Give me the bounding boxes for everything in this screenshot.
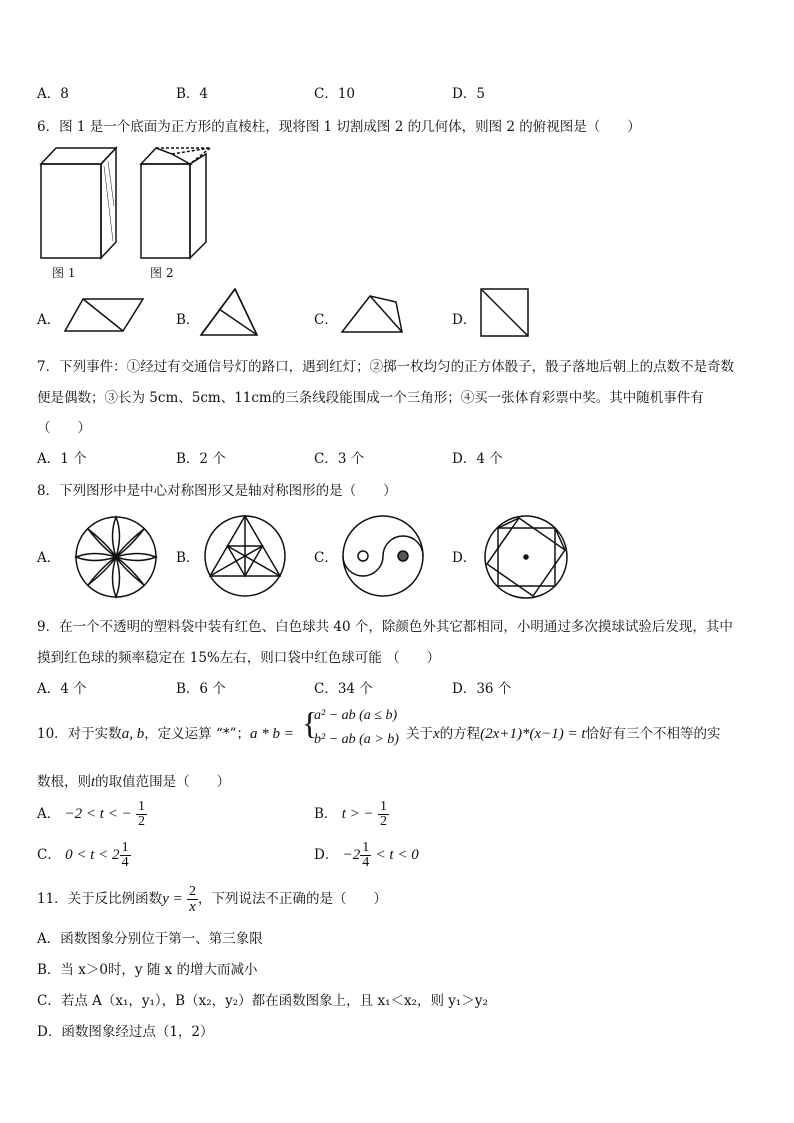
- q10-option-a: [37, 800, 147, 829]
- q10-prefix: 10．对于实数: [37, 726, 122, 742]
- q11-den: x: [189, 899, 196, 915]
- q7-line-2: 便是偶数；③长为 5cm、5cm、11cm的三条线段能围成一个三角形；④买一张体育彩票中奖。其中随机事件有: [37, 390, 704, 406]
- q8-option-d-figure: [483, 514, 569, 600]
- q10-option-d-fraction: [360, 841, 371, 870]
- q7-option-b: B．2 个: [176, 451, 226, 467]
- q7-option-c: C．3 个: [314, 451, 365, 467]
- q5-option-c: C．10: [314, 86, 356, 102]
- q6-option-d: D．: [452, 312, 477, 328]
- q11-fraction: [187, 885, 198, 914]
- q9-line-2: 摸到红色球的频率稳定在 15%左右，则口袋中红色球可能 （ ）: [37, 650, 441, 666]
- q5-option-a: A．8: [37, 86, 69, 102]
- q10-option-c-label: C．: [37, 847, 61, 863]
- q8-stem: 8．下列图形中是中心对称图形又是轴对称图形的是（ ）: [37, 483, 397, 499]
- q10-rel: 关于: [406, 726, 433, 742]
- q10-tail: 恰好有三个不相等的实: [585, 726, 721, 742]
- q10-option-d: [314, 841, 419, 870]
- q10-t: t: [91, 774, 96, 790]
- q10-line-2: [37, 770, 230, 791]
- q10-line-1: [37, 722, 294, 743]
- q6-figure-1: [38, 146, 118, 262]
- q8-option-c: C．: [314, 550, 338, 566]
- q10-option-a-label: A．: [37, 806, 61, 822]
- q6-stem: 6．图 1 是一个底面为正方形的直棱柱，现将图 1 切割成图 2 的几何体，则图 2 的俯视图是（ ）: [37, 119, 641, 135]
- q9-option-c: C．34 个: [314, 681, 373, 697]
- q10-option-b: [314, 800, 389, 829]
- q10-option-b-fraction: [378, 800, 389, 829]
- q10-option-b-den: 2: [379, 814, 387, 829]
- q10-option-c-fraction: [120, 841, 131, 870]
- q10-line2a: 数根，则: [37, 774, 91, 790]
- q10-x: x: [433, 726, 440, 742]
- q8-option-c-figure: [341, 514, 425, 598]
- q10-option-a-den: 2: [138, 814, 145, 829]
- q10-option-c-den: 4: [121, 855, 129, 870]
- q6-figure-2-label: 图 2: [150, 266, 174, 280]
- q6-option-b: B．: [176, 312, 200, 328]
- q10-option-b-expr: t > −: [341, 806, 374, 822]
- q6-option-d-figure: [480, 288, 530, 338]
- q10-option-a-expr: −2 < t < −: [64, 806, 132, 822]
- q11-option-b: B．当 x＞0时，y 随 x 的增大而减小: [37, 962, 258, 978]
- q6-option-b-figure: [199, 287, 261, 339]
- q10-equation: (2x+1)*(x−1) = t: [480, 726, 586, 742]
- q9-option-b: B．6 个: [176, 681, 226, 697]
- q10-eq-prefix: 的方程: [439, 726, 481, 742]
- q10-case-2: b² − ab (a > b): [314, 732, 399, 747]
- q10-option-c: [37, 841, 131, 870]
- q6-option-a-figure: [63, 297, 145, 333]
- q8-option-b: B．: [176, 550, 200, 566]
- q11-stem: [37, 885, 387, 914]
- q10-option-a-num: 1: [138, 799, 145, 814]
- q10-op: a * b =: [250, 726, 294, 742]
- q10-option-d-den: 4: [362, 855, 370, 870]
- q11-suffix: ，下列说法不正确的是（ ）: [198, 891, 388, 907]
- q9-option-a: A．4 个: [37, 681, 87, 697]
- q8-option-d: D．: [452, 550, 477, 566]
- q10-ab: a, b: [121, 726, 145, 742]
- q10-mid: ，定义运算 “*”；: [144, 726, 251, 742]
- q8-option-b-figure: [203, 514, 287, 598]
- q6-figure-2: [138, 146, 218, 262]
- q6-figure-1-label: 图 1: [52, 266, 76, 280]
- q10-option-d-expr: −2: [342, 847, 361, 863]
- q11-option-c: C．若点 A（x₁，y₁），B（x₂，y₂）都在函数图象上，且 x₁＜x₂，则 y₁＞y₂: [37, 993, 488, 1009]
- q11-option-d: D．函数图象经过点（1，2）: [37, 1024, 214, 1040]
- q10-line2b: 的取值范围是（ ）: [95, 774, 231, 790]
- q10-brace: {: [302, 705, 318, 741]
- q10-option-b-label: B．: [314, 806, 338, 822]
- q10-case-1: a² − ab (a ≤ b): [314, 708, 398, 723]
- q6-option-c-figure: [340, 294, 408, 336]
- q10-option-c-num: 1: [121, 840, 129, 855]
- q10-option-d-label: D．: [314, 847, 339, 863]
- q11-option-a: A．函数图象分别位于第一、第三象限: [37, 931, 263, 947]
- q10-option-d-num: 1: [362, 840, 370, 855]
- q10-option-d-tail: < t < 0: [375, 847, 419, 863]
- q9-option-d: D．36 个: [452, 681, 512, 697]
- q11-function: y =: [162, 891, 183, 907]
- q7-option-a: A．1 个: [37, 451, 87, 467]
- q6-option-c: C．: [314, 312, 338, 328]
- q5-option-d: D．5: [452, 86, 485, 102]
- q9-line-1: 9．在一个不透明的塑料袋中装有红色、白色球共 40 个，除颜色外其它都相同，小明通过多次摸球试验后发现，其中: [37, 619, 733, 635]
- q7-option-d: D．4 个: [452, 451, 503, 467]
- q11-num: 2: [189, 884, 197, 899]
- q10-option-b-num: 1: [379, 799, 387, 814]
- q10-line-1b: [406, 722, 721, 743]
- q7-line-3: （ ）: [37, 420, 91, 436]
- q5-option-b: B．4: [176, 86, 209, 102]
- q8-option-a: A．: [37, 550, 61, 566]
- q11-prefix: 11．关于反比例函数: [37, 891, 163, 907]
- q10-option-a-fraction: [136, 800, 147, 829]
- q6-option-a: A．: [37, 312, 61, 328]
- q10-option-c-expr: 0 < t < 2: [65, 847, 120, 863]
- q7-line-1: 7．下列事件：①经过有交通信号灯的路口，遇到红灯；②掷一枚均匀的正方体骰子，骰子落地后朝上的点数不是奇数: [37, 359, 735, 375]
- q8-option-a-figure: [74, 515, 158, 599]
